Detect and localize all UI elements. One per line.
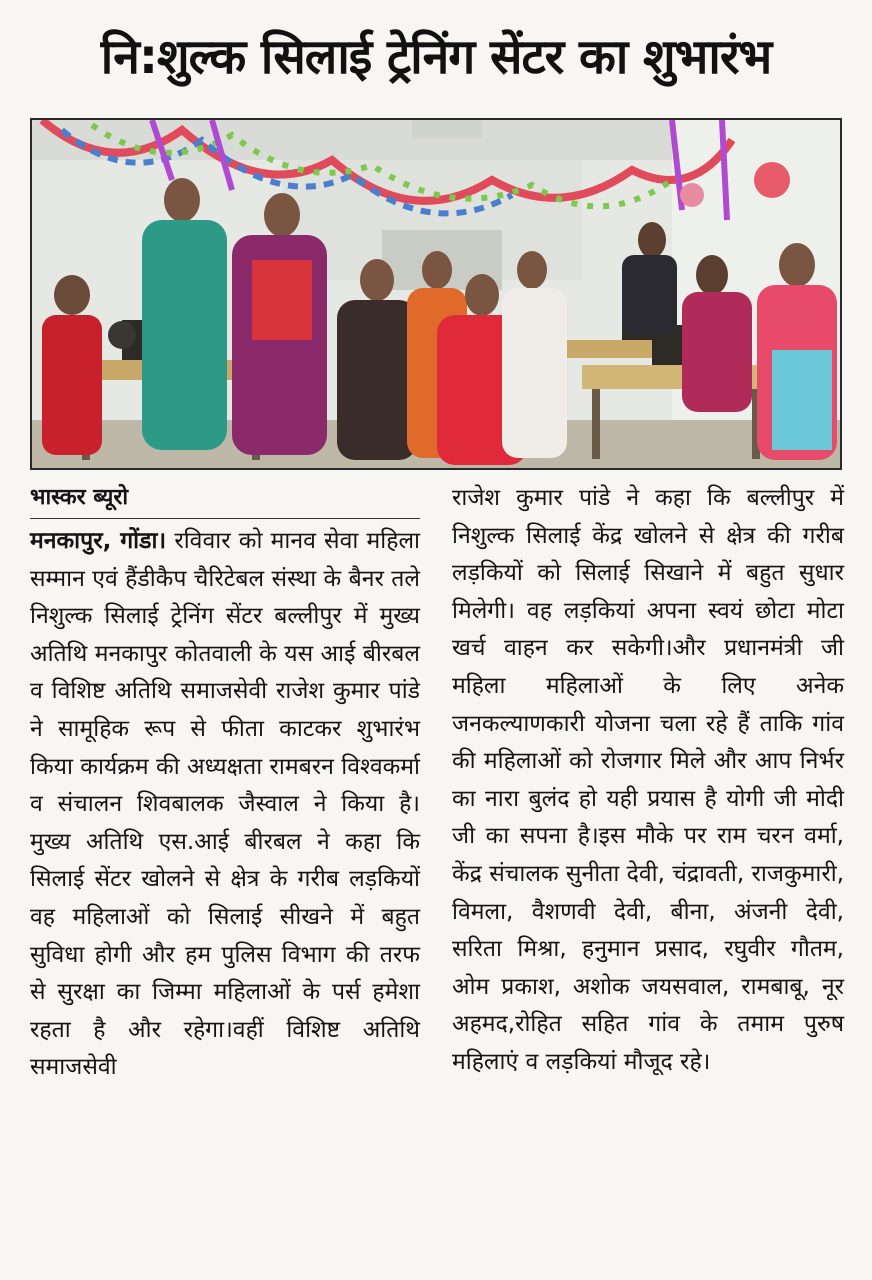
- article-text-left: रविवार को मानव सेवा महिला सम्मान एवं हैंडीकैप चैरिटेबल संस्था के बैनर तले निशुल्क सिलाई ट्रेनिंग सेंटर बल्लीपुर में मुख्य अतिथि मनकापुर कोतवाली के यस आई बीरबल व विशिष्ट अतिथि समाजसेवी राजेश कुमार पांडे ने सामूहिक रूप से फीता काटकर शुभारंभ किया कार्यक्रम की अध्यक्षता रामबरन विश्वकर्मा व संचालन शिवबालक जैस्वाल ने किया है। मुख्य अतिथि एस.आई बीरबल ने कहा कि सिलाई सेंटर खोलने से क्षेत्र के गरीब लड़कियों वह महिलाओं को सिलाई सीखने में बहुत सुविधा होगी और हम पुलिस विभाग की तरफ से सुरक्षा का जिम्मा महिलाओं के पर्स हमेशा रहता है और रहेगा।वहीं विशिष्ट अतिथि समाजसेवी: [30, 528, 421, 1081]
- article-paragraph-left: [30, 523, 420, 1087]
- article-text-right: राजेश कुमार पांडे ने कहा कि बल्लीपुर में निशुल्क सिलाई केंद्र खोलने से क्षेत्र की गरीब लड़कियों को सिलाई सिखाने में बहुत सुधार मिलेगी। वह लड़कियां अपना स्वयं छोटा मोटा खर्च वाहन कर सकेगी।और प्रधानमंत्री जी महिला महिलाओं के लिए अनेक जनकल्याणकारी योजना चला रहे हैं ताकि गांव की महिलाओं को रोजगार मिले और आप निर्भर का नारा बुलंद हो यही प्रयास है योगी जी मोदी जी का सपना है।इस मौके पर राम चरन वर्मा, केंद्र संचालक सुनीता देवी, चंद्रावती, राजकुमारी, विमला, वैशणवी देवी, बीना, अंजनी देवी, सरिता मिश्रा, हनुमान प्रसाद, रघुवीर गौतम, ओम प्रकाश, अशोक जयसवाल, रामबाबू, नूर अहमद,रोहित सहित गांव के तमाम पुरुष महिलाएं व लड़कियां मौजूद रहे।: [452, 485, 844, 1075]
- byline: भास्कर ब्यूरो: [30, 480, 420, 519]
- article-paragraph-right: [452, 480, 844, 1082]
- article-column-left: [30, 480, 420, 1087]
- article-column-right: [452, 480, 844, 1082]
- news-photo: [30, 118, 842, 470]
- page-edge: [0, 1262, 872, 1280]
- headline: नि:शुल्क सिलाई ट्रेनिंग सेंटर का शुभारंभ: [100, 29, 772, 85]
- dateline: मनकापुर, गोंडा।: [30, 528, 167, 554]
- photo-sewing-training-center-icon: [32, 120, 840, 468]
